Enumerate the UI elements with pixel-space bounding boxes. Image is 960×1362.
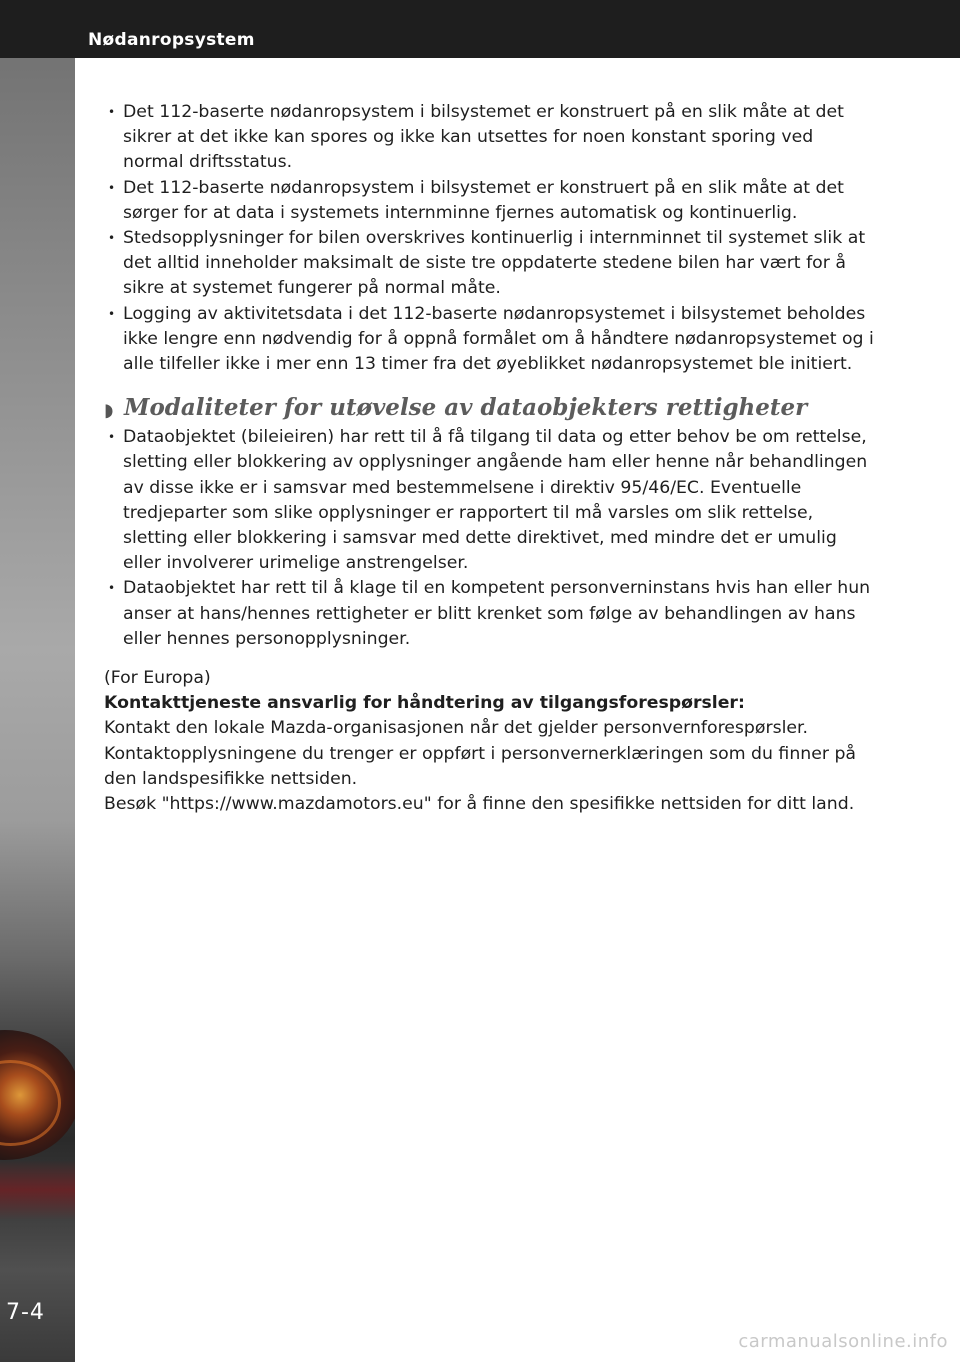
contact-text: Kontakt den lokale Mazda-organisasjonen når det gjelder personvernforespørsler.	[104, 718, 809, 739]
section-heading-text: Modaliteter for utøvelse av dataobjekters rettigheter	[124, 394, 808, 422]
section-heading	[104, 393, 874, 423]
header-bar	[0, 0, 960, 58]
list-item: • Dataobjektet har rett til å klage til en kompetent personverninstans hvis han eller hun anser at hans/hennes rettigheter er blitt krenket som følge av behandlingen av hans eller hennes personopplysninger.	[104, 576, 874, 652]
list-item: • Det 112-baserte nødanropsystem i bilsystemet er konstruert på en slik måte at det sørger for at data i systemets internminne fjernes automatisk og kontinuerlig.	[104, 176, 874, 226]
contact-title: Kontakttjeneste ansvarlig for håndtering av tilgangsforespørsler:	[104, 693, 745, 714]
contact-block	[104, 666, 874, 817]
list-item: • Stedsopplysninger for bilen overskrives kontinuerlig i internminnet til systemet slik at det alltid inneholder maksimalt de siste tre oppdaterte stedene bilen har vært for å sikre at systemet fungerer på normal måte.	[104, 226, 874, 302]
list-item: • Det 112-baserte nødanropsystem i bilsystemet er konstruert på en slik måte at det sikrer at det ikke kan spores og ikke kan utsettes for noen konstant sporing ved normal driftsstatus.	[104, 100, 874, 176]
left-decorative-strip	[0, 0, 75, 1362]
contact-text: Kontaktopplysningene du trenger er oppført i personvernerklæringen som du finner på den landspesifikke nettsiden.	[104, 743, 857, 789]
list-item: • Dataobjektet (bileieiren) har rett til å få tilgang til data og etter behov be om rettelse, sletting eller blokkering av opplysninger angående ham eller henne når behandlingen av disse ikke er i samsvar med bestemmelsene i direktiv 95/46/EC. Eventuelle tredjeparter som slike opplysninger er rapportert til må varsles om slik rettelse, sletting eller blokkering i samsvar med dette direktivet, med mindre det er umulig eller involverer urimelige anstrengelser.	[104, 425, 874, 576]
contact-text: Besøk "https://www.mazdamotors.eu" for å finne den spesifikke nettsiden for ditt land.	[104, 794, 855, 815]
chapter-title: Nødanropsystem	[88, 30, 255, 50]
main-content	[104, 100, 874, 817]
list-item: • Logging av aktivitetsdata i det 112-baserte nødanropsystemet i bilsystemet beholdes ikke lengre enn nødvendig for å oppnå formålet om å håndtere nødanropsystemet og i alle tilfeller ikke i mer enn 13 timer fra det øyeblikket nødanropsystemet ble initiert.	[104, 302, 874, 378]
region-label: (For Europa)	[104, 668, 211, 689]
watermark: carmanualsonline.info	[738, 1331, 948, 1352]
section-marker-icon: ◗	[104, 400, 114, 422]
top-bullet-list	[104, 100, 874, 377]
section-bullet-list	[104, 425, 874, 652]
page-number: 7-4	[6, 1300, 45, 1325]
car-body-accent	[0, 1160, 75, 1220]
